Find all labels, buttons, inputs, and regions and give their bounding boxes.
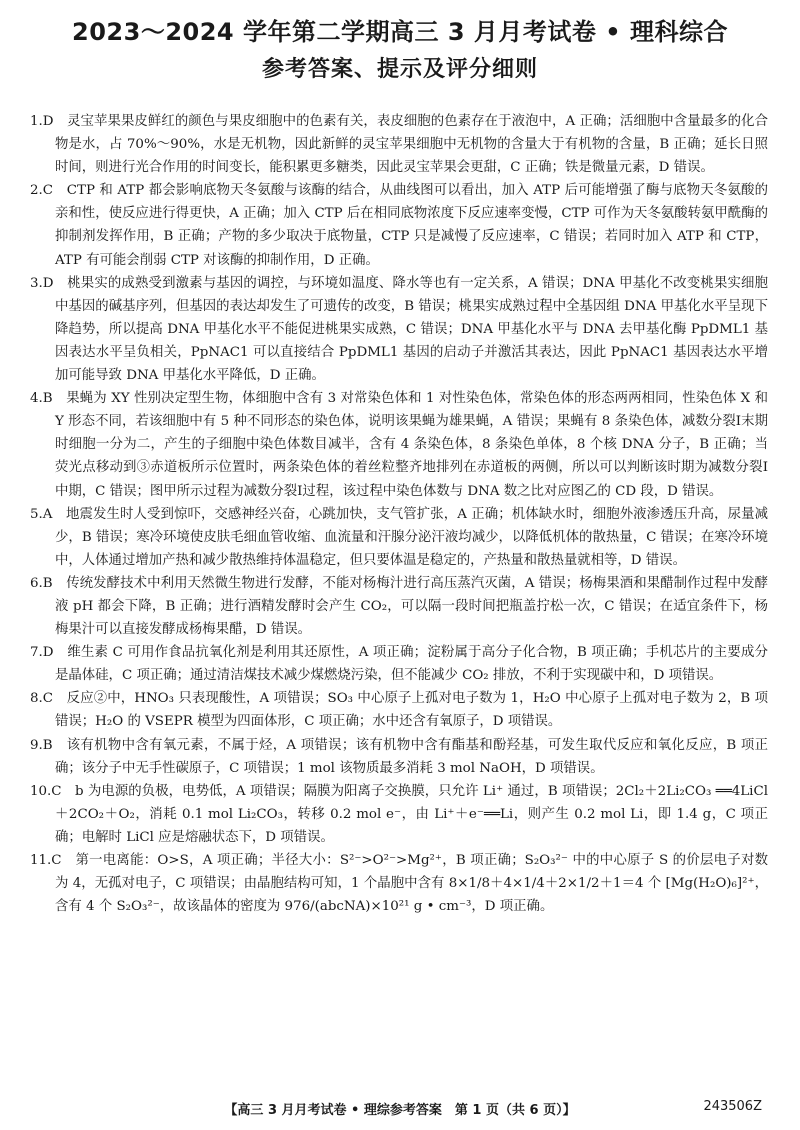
answer-item-9: 9.B 该有机物中含有氧元素，不属于烃，A 项错误；该有机物中含有酯基和酚羟基，可发生取代反应和氧化反应，B 项正确；该分子中无手性碳原子，C 项错误；1 mol 该物质最多消耗 3 mol NaOH，D 项错误。: [30, 737, 768, 776]
footer-code: 243506Z: [703, 1099, 762, 1114]
answer-item-11: 11.C 第一电离能：O>S，A 项正确；半径大小：S²⁻>O²⁻>Mg²⁺，B 项正确；S₂O₃²⁻ 中的中心原子 S 的价层电子对数为 4，无孤对电子，C 项错误；由晶胞结构可知，1 个晶胞中含有 8×1/8＋4×1/4＋2×1/2＋1＝4 个 [Mg(H₂O)₆]²⁺，含有 4 个 S₂O₃²⁻，故该晶体的密度为 976/(abcNA)×10²¹ g • cm⁻³，D 项正确。: [30, 853, 768, 915]
answer-item-7: 7.D 维生素 C 可用作食品抗氧化剂是利用其还原性，A 项正确；淀粉属于高分子化合物，B 项正确；手机芯片的主要成分是晶体硅，C 项正确；通过清洁煤技术减少煤燃烧污染，但不能减少 CO₂ 排放，不利于实现碳中和，D 项错误。: [30, 645, 768, 684]
page-subtitle: 参考答案、提示及评分细则: [261, 57, 538, 82]
footer-page-info: 【高三 3 月月考试卷 • 理综参考答案 第 1 页（共 6 页）】: [224, 1103, 576, 1118]
answer-item-2: 2.C CTP 和 ATP 都会影响底物天冬氨酸与该酶的结合，从曲线图可以看出，加入 ATP 后可能增强了酶与底物天冬氨酸的亲和性，使反应进行得更快，A 正确；加入 CTP 后在相同底物浓度下反应速率变慢，CTP 可作为天冬氨酸转氨甲酰酶的抑制剂发挥作用，B 正确；产物的多少取决于底物量，CTP 只是减慢了反应速率，C 错误；若同时加入 ATP 和 CTP，ATP 有可能会削弱 CTP 对该酶的抑制作用，D 正确。: [30, 183, 768, 268]
answer-item-4: 4.B 果蝇为 XY 性别决定型生物，体细胞中含有 3 对常染色体和 1 对性染色体，常染色体的形态两两相同，性染色体 X 和 Y 形态不同，若该细胞中有 5 种不同形态的染色体，说明该果蝇为雄果蝇，A 错误；果蝇有 8 条染色体，减数分裂Ⅰ末期时细胞一分为二，产生的子细胞中染色体数目减半，含有 4 条染色体，8 条染色单体，8 个核 DNA 分子，B 正确；当荧光点移动到③赤道板所示位置时，两条染色体的着丝粒整齐地排列在赤道板的两侧，所以可以判断该时期为减数分裂Ⅰ中期，C 错误；图甲所示过程为减数分裂Ⅰ过程，该过程中染色体数与 DNA 数之比对应图乙的 CD 段，D 错误。: [30, 391, 768, 499]
answer-item-8: 8.C 反应②中，HNO₃ 只表现酸性，A 项错误；SO₃ 中心原子上孤对电子数为 1，H₂O 中心原子上孤对电子数为 2，B 项错误；H₂O 的 VSEPR 模型为四面体形，C 项正确；水中还含有氧原子，D 项错误。: [30, 691, 768, 730]
answer-item-1: 1.D 灵宝苹果果皮鲜红的颜色与果皮细胞中的色素有关，表皮细胞的色素存在于液泡中，A 正确；活细胞中含量最多的化合物是水，占 70%～90%，水是无机物，因此新鲜的灵宝苹果细胞中无机物的含量大于有机物的含量，B 正确；延长日照时间，则进行光合作用的时间变长，能积累更多糖类，因此灵宝苹果会更甜，C 正确；铁是微量元素，D 错误。: [30, 114, 768, 176]
answer-list: [30, 110, 768, 918]
answer-item-10: 10.C b 为电源的负极，电势低，A 项错误；隔膜为阳离子交换膜，只允许 Li⁺ 通过，B 项错误；2Cl₂＋2Li₂CO₃ ══4LiCl＋2CO₂＋O₂，消耗 0.1 mol Li₂CO₃，转移 0.2 mol e⁻，由 Li⁺＋e⁻══Li，则产生 0.2 mol Li，即 1.4 g，C 项正确；电解时 LiCl 应是熔融状态下，D 项错误。: [30, 783, 768, 845]
answer-item-3: 3.D 桃果实的成熟受到激素与基因的调控，与环境如温度、降水等也有一定关系，A 错误；DNA 甲基化不改变桃果实细胞中基因的碱基序列，但基因的表达却发生了可遗传的改变，B 错误；桃果实成熟过程中全基因组 DNA 甲基化水平呈现下降趋势，所以提高 DNA 甲基化水平不能促进桃果实成熟，C 错误；DNA 甲基化水平与 DNA 去甲基化酶 PpDML1 基因表达水平呈负相关，PpNAC1 可以直接结合 PpDML1 基因的启动子并激活其表达，因此 PpNAC1 基因表达水平增加可能导致 DNA 甲基化水平降低，D 正确。: [30, 275, 768, 384]
page-title: 2023～2024 学年第二学期高三 3 月月考试卷 • 理科综合: [72, 18, 728, 46]
answer-item-6: 6.B 传统发酵技术中利用天然微生物进行发酵，不能对杨梅汁进行高压蒸汽灭菌，A 错误；杨梅果酒和果醋制作过程中发酵液 pH 都会下降，B 正确；进行酒精发酵时会产生 CO₂，可以隔一段时间把瓶盖拧松一次，C 错误；在适宜条件下，杨梅果汁可以直接发酵成杨梅果醋，D 错误。: [30, 575, 768, 638]
answer-item-5: 5.A 地震发生时人受到惊吓，交感神经兴奋，心跳加快，支气管扩张，A 正确；机体缺水时，细胞外液渗透压升高，尿量减少，B 错误；寒冷环境使皮肤毛细血管收缩、血流量和汗腺分泌汗液均减少，以降低机体的散热量，C 错误；在寒冷环境中，人体通过增加产热和减少散热维持体温稳定，但只要体温是稳定的，产热量和散热量就相等，D 错误。: [30, 506, 768, 568]
